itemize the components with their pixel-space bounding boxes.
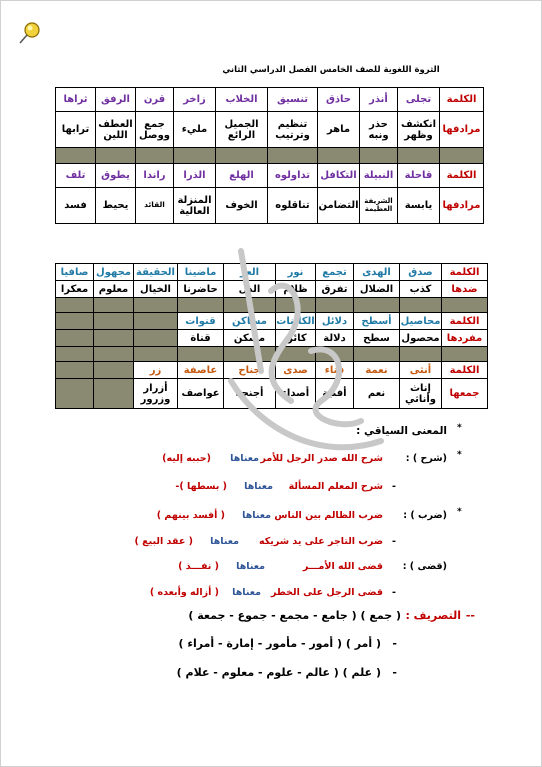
word-cell: عاصفة — [178, 362, 224, 379]
syn-cell: جمع ووصل — [136, 112, 174, 148]
meaning-label: معناها — [244, 481, 273, 492]
plural-cell: أجنحة — [224, 379, 276, 409]
word-cell: الذرا — [174, 164, 216, 188]
section-title: المعنى السياقي : — [356, 425, 447, 437]
syn-cell: الشريفة العظيمة — [360, 188, 398, 224]
opp-cell: حاضرنا — [178, 281, 224, 298]
word-cell: زر — [134, 362, 178, 379]
word-cell: تداولوه — [268, 164, 318, 188]
plural-cell: أزرار وزرور — [134, 379, 178, 409]
syn-cell: انكشف وظهر — [398, 112, 440, 148]
meaning-value: ( عقد البيع ) — [134, 536, 193, 547]
root-word: (شرح ) : — [405, 453, 447, 464]
row-label: مرادفها — [440, 112, 484, 148]
example-sentence: قضى الله الأمـــر — [302, 561, 383, 572]
opp-cell: تفرق — [316, 281, 354, 298]
row-label: الكلمة — [442, 362, 488, 379]
meaning-label: معناها — [232, 587, 261, 598]
meaning-label: معناها — [210, 536, 239, 547]
word-cell: دلائل — [316, 313, 354, 330]
meaning-value: (حببه إليه) — [162, 453, 211, 464]
tasreef-line: ( جمع ) ( جامع - مجمع - جموع - جمعة ) — [188, 609, 401, 622]
plural-cell: إناث وأناثي — [400, 379, 442, 409]
example-sentence: شرح الله صدر الرجل للأمر — [260, 453, 383, 464]
bullet-star: * — [457, 423, 462, 433]
meaning-label: معناها — [236, 561, 265, 572]
word-cell: الهدى — [354, 264, 400, 281]
root-word: (ضرب ) : — [403, 510, 447, 521]
example-sentence: ضرب الظالم بين الناس — [274, 510, 383, 521]
word-cell: تجلى — [398, 88, 440, 112]
word-cell: التكافل — [318, 164, 360, 188]
dash: - — [392, 637, 397, 650]
syn-cell: تنظيم وترتيب — [268, 112, 318, 148]
row-label: مرادفها — [440, 188, 484, 224]
root-word: (قضى ) : — [402, 561, 447, 572]
table1-syn-row-2 — [56, 188, 484, 224]
plural-cell: عواصف — [178, 379, 224, 409]
syn-cell: يابسة — [398, 188, 440, 224]
syn-cell: حذر ونبه — [360, 112, 398, 148]
plural-cell: أصداء — [276, 379, 316, 409]
word-cell: الرفق — [96, 88, 136, 112]
word-cell: نور — [276, 264, 316, 281]
syn-cell: مليء — [174, 112, 216, 148]
word-cell: حاذق — [318, 88, 360, 112]
row-label: الكلمة — [440, 164, 484, 188]
tasreef-dashes: -- — [465, 609, 475, 622]
word-cell: صافيا — [56, 264, 94, 281]
word-cell: قنوات — [178, 313, 224, 330]
syn-cell: المنزلة العالية — [174, 188, 216, 224]
word-cell: فناء — [316, 362, 354, 379]
plural-cell: نعم — [354, 379, 400, 409]
word-cell: أنذر — [360, 88, 398, 112]
meaning-label: معناها — [242, 510, 271, 521]
sing-cell: مسكن — [224, 330, 276, 347]
word-cell: صدى — [276, 362, 316, 379]
page-title: الثروة اللغوية للصف الخامس الفصل الدراسي الثاني — [222, 65, 440, 75]
word-cell: الكائنات — [276, 313, 316, 330]
dash: - — [392, 536, 396, 547]
synonyms-table — [55, 87, 484, 224]
word-cell: جناح — [224, 362, 276, 379]
table1-syn-row-1 — [56, 112, 484, 148]
row-label: الكلمة — [442, 313, 488, 330]
syn-cell: الخوف — [216, 188, 268, 224]
word-cell: صدق — [400, 264, 442, 281]
bullet-star: * — [457, 450, 462, 460]
word-cell: تلف — [56, 164, 96, 188]
opp-cell: ظلام — [276, 281, 316, 298]
row-label: جمعها — [442, 379, 488, 409]
row-label: ضدها — [442, 281, 488, 298]
example-sentence: شرح المعلم المسألة — [288, 481, 383, 492]
word-cell: محاصيل — [400, 313, 442, 330]
syn-cell: ماهر — [318, 112, 360, 148]
opp-cell: الخيال — [134, 281, 178, 298]
word-cell: النبيلة — [360, 164, 398, 188]
dash: - — [392, 666, 397, 679]
word-cell: نعمة — [354, 362, 400, 379]
meaning-value: ( بسطها )- — [175, 481, 227, 492]
word-cell: راندا — [136, 164, 174, 188]
row-label: الكلمة — [442, 264, 488, 281]
word-cell: ماضينا — [178, 264, 224, 281]
example-sentence: قضى الرجل على الخطر — [271, 587, 383, 598]
word-cell: مجهول — [94, 264, 134, 281]
syn-cell: يحيط — [96, 188, 136, 224]
opp-cell: الذل — [224, 281, 276, 298]
syn-cell: فسد — [56, 188, 96, 224]
word-cell: قاحلة — [398, 164, 440, 188]
word-cell: أنثى — [400, 362, 442, 379]
word-cell: الهلع — [216, 164, 268, 188]
sing-cell: قناة — [178, 330, 224, 347]
meaning-value: ( أزاله وأبعده ) — [149, 587, 219, 598]
tasreef-line: ( علم ) ( عالم - علوم - معلوم - علام ) — [176, 666, 381, 679]
sing-cell: محصول — [400, 330, 442, 347]
meaning-label: معناها — [230, 453, 259, 464]
opp-cell: الضلال — [354, 281, 400, 298]
word-cell: تجمع — [316, 264, 354, 281]
syn-cell: القائد — [136, 188, 174, 224]
syn-cell: التضامن — [318, 188, 360, 224]
syn-cell: ترابها — [56, 112, 96, 148]
sing-cell: سطح — [354, 330, 400, 347]
word-cell: العز — [224, 264, 276, 281]
bullet-star: * — [457, 507, 462, 517]
word-cell: تنسيق — [268, 88, 318, 112]
table1-words-row-2 — [56, 164, 484, 188]
word-cell: ثراها — [56, 88, 96, 112]
syn-cell: الجميل الرائع — [216, 112, 268, 148]
word-cell: قرن — [136, 88, 174, 112]
opp-cell: معكرا — [56, 281, 94, 298]
word-cell: الخلاب — [216, 88, 268, 112]
syn-cell: العطف اللين — [96, 112, 136, 148]
sing-cell: دلالة — [316, 330, 354, 347]
word-cell: أسطح — [354, 313, 400, 330]
table1-words-row-1 — [56, 88, 484, 112]
opp-cell: معلوم — [94, 281, 134, 298]
table1-gray-row — [56, 148, 484, 164]
opp-cell: كذب — [400, 281, 442, 298]
row-label: الكلمة — [440, 88, 484, 112]
meaning-value: ( أفسد بينهم ) — [156, 510, 225, 521]
word-cell: الحقيقة — [134, 264, 178, 281]
dash: - — [392, 481, 396, 492]
tasreef-line: ( أمر ) ( أمور - مأمور - إمارة - أمراء ) — [178, 637, 381, 650]
dash: - — [392, 587, 396, 598]
word-cell: زاخر — [174, 88, 216, 112]
word-cell: مساكن — [224, 313, 276, 330]
syn-cell: تناقلوه — [268, 188, 318, 224]
example-sentence: ضرب التاجر على يد شريكه — [258, 536, 383, 547]
word-cell: يطوق — [96, 164, 136, 188]
pushpin-icon — [15, 19, 43, 47]
plural-cell: أفنية — [316, 379, 354, 409]
meaning-value: ( نفـــذ ) — [178, 561, 219, 572]
sing-cell: كائن — [276, 330, 316, 347]
row-label: مفردها — [442, 330, 488, 347]
tasreef-label: التصريف : — [405, 609, 461, 622]
